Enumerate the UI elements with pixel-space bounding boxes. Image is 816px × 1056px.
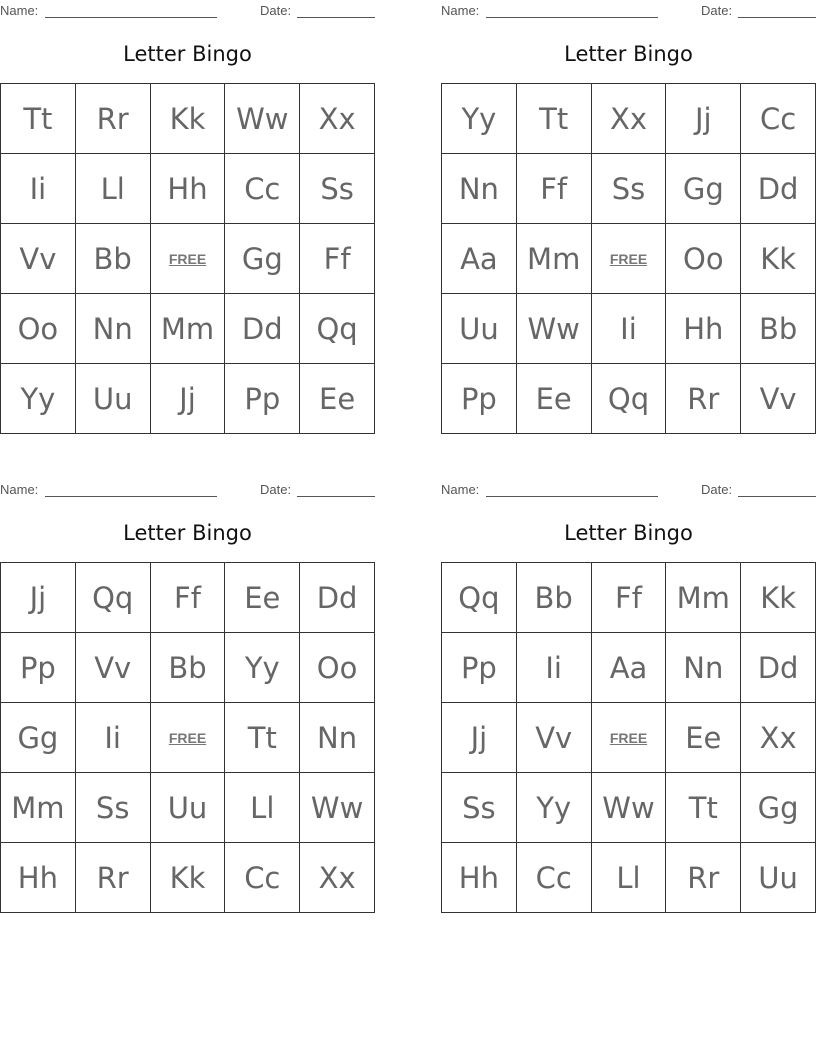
bingo-cell: Dd <box>300 563 375 633</box>
date-line <box>297 496 375 497</box>
bingo-cell: Ee <box>517 364 592 434</box>
name-date-header <box>441 3 816 19</box>
bingo-cell: Kk <box>741 224 816 294</box>
bingo-cell: Hh <box>1 843 76 913</box>
bingo-cell: Vv <box>741 364 816 434</box>
bingo-cell: Nn <box>442 154 517 224</box>
bingo-cell: Gg <box>1 703 76 773</box>
bingo-cell: Cc <box>225 843 300 913</box>
bingo-cell: Kk <box>741 563 816 633</box>
bingo-cell: Ss <box>76 773 151 843</box>
bingo-cell: Oo <box>666 224 741 294</box>
bingo-cell: Uu <box>76 364 151 434</box>
free-space: FREE <box>592 703 667 773</box>
bingo-cell: Ww <box>300 773 375 843</box>
bingo-cell: Ff <box>151 563 226 633</box>
bingo-cell: Bb <box>741 294 816 364</box>
bingo-cell: Nn <box>76 294 151 364</box>
bingo-cell: Ww <box>592 773 667 843</box>
bingo-cell: Cc <box>225 154 300 224</box>
bingo-cell: Bb <box>76 224 151 294</box>
bingo-cell: Tt <box>1 84 76 154</box>
bingo-cell: Ee <box>225 563 300 633</box>
bingo-cell: Hh <box>666 294 741 364</box>
bingo-cell: Hh <box>442 843 517 913</box>
bingo-cell: Ii <box>517 633 592 703</box>
bingo-cell: Ss <box>442 773 517 843</box>
bingo-cell: Aa <box>592 633 667 703</box>
name-line <box>45 17 217 18</box>
bingo-cell: Yy <box>442 84 517 154</box>
bingo-cell: Tt <box>225 703 300 773</box>
bingo-cell: Vv <box>517 703 592 773</box>
bingo-cell: Ee <box>666 703 741 773</box>
bingo-cell: Uu <box>442 294 517 364</box>
bingo-cell: Bb <box>151 633 226 703</box>
bingo-cell: Tt <box>517 84 592 154</box>
bingo-grid <box>441 83 816 434</box>
date-line <box>738 17 816 18</box>
bingo-cell: Kk <box>151 84 226 154</box>
bingo-cell: Uu <box>741 843 816 913</box>
bingo-cell: Uu <box>151 773 226 843</box>
bingo-cell: Bb <box>517 563 592 633</box>
bingo-cell: Ee <box>300 364 375 434</box>
date-label: Date: <box>701 482 733 497</box>
name-date-header <box>441 482 816 498</box>
card-title: Letter Bingo <box>564 42 693 66</box>
bingo-cell: Yy <box>517 773 592 843</box>
date-label: Date: <box>701 3 733 18</box>
bingo-cell: Gg <box>225 224 300 294</box>
name-label: Name: <box>441 3 480 18</box>
bingo-grid <box>0 83 375 434</box>
bingo-cell: Jj <box>442 703 517 773</box>
bingo-cell: Nn <box>666 633 741 703</box>
bingo-card-3 <box>0 479 375 899</box>
bingo-cell: Ii <box>1 154 76 224</box>
bingo-cell: Xx <box>300 843 375 913</box>
bingo-cell: Ii <box>592 294 667 364</box>
bingo-cell: Jj <box>151 364 226 434</box>
name-label: Name: <box>441 482 480 497</box>
bingo-cell: Dd <box>741 154 816 224</box>
bingo-cell: Nn <box>300 703 375 773</box>
free-space: FREE <box>151 703 226 773</box>
bingo-cell: Ii <box>76 703 151 773</box>
bingo-cell: Cc <box>741 84 816 154</box>
bingo-cell: Rr <box>666 364 741 434</box>
card-title: Letter Bingo <box>564 521 693 545</box>
free-space: FREE <box>151 224 226 294</box>
bingo-cell: Kk <box>151 843 226 913</box>
bingo-cell: Dd <box>741 633 816 703</box>
name-line <box>45 496 217 497</box>
free-space: FREE <box>592 224 667 294</box>
bingo-cell: Vv <box>1 224 76 294</box>
bingo-cell: Yy <box>1 364 76 434</box>
bingo-cell: Gg <box>741 773 816 843</box>
bingo-cell: Oo <box>300 633 375 703</box>
bingo-cell: Mm <box>666 563 741 633</box>
bingo-cell: Ww <box>517 294 592 364</box>
bingo-cell: Oo <box>1 294 76 364</box>
bingo-cell: Ss <box>300 154 375 224</box>
bingo-cell: Mm <box>517 224 592 294</box>
bingo-cell: Ll <box>225 773 300 843</box>
name-date-header <box>0 3 375 19</box>
bingo-cell: Mm <box>151 294 226 364</box>
bingo-cell: Ss <box>592 154 667 224</box>
bingo-cell: Xx <box>741 703 816 773</box>
bingo-cell: Pp <box>1 633 76 703</box>
date-label: Date: <box>260 482 292 497</box>
bingo-grid <box>0 562 375 913</box>
bingo-cell: Vv <box>76 633 151 703</box>
bingo-cell: Yy <box>225 633 300 703</box>
bingo-cell: Pp <box>225 364 300 434</box>
bingo-cell: Rr <box>76 84 151 154</box>
bingo-cell: Aa <box>442 224 517 294</box>
bingo-cell: Gg <box>666 154 741 224</box>
bingo-cell: Tt <box>666 773 741 843</box>
date-line <box>738 496 816 497</box>
bingo-cell: Qq <box>442 563 517 633</box>
bingo-cell: Mm <box>1 773 76 843</box>
bingo-cell: Cc <box>517 843 592 913</box>
bingo-cell: Ff <box>517 154 592 224</box>
bingo-cell: Pp <box>442 633 517 703</box>
bingo-cell: Dd <box>225 294 300 364</box>
name-line <box>486 17 658 18</box>
bingo-cell: Ww <box>225 84 300 154</box>
bingo-cell: Qq <box>300 294 375 364</box>
bingo-card-4 <box>441 479 816 899</box>
bingo-cell: Rr <box>666 843 741 913</box>
bingo-cell: Ff <box>592 563 667 633</box>
bingo-cell: Jj <box>1 563 76 633</box>
name-label: Name: <box>0 3 39 18</box>
bingo-grid <box>441 562 816 913</box>
bingo-cell: Jj <box>666 84 741 154</box>
name-date-header <box>0 482 375 498</box>
bingo-cell: Hh <box>151 154 226 224</box>
bingo-card-1 <box>0 0 375 420</box>
bingo-cell: Qq <box>76 563 151 633</box>
bingo-cell: Xx <box>592 84 667 154</box>
bingo-cell: Ll <box>592 843 667 913</box>
bingo-cell: Ll <box>76 154 151 224</box>
bingo-cell: Ff <box>300 224 375 294</box>
bingo-cell: Pp <box>442 364 517 434</box>
name-label: Name: <box>0 482 39 497</box>
card-title: Letter Bingo <box>123 42 252 66</box>
bingo-cell: Xx <box>300 84 375 154</box>
bingo-cell: Rr <box>76 843 151 913</box>
bingo-cell: Qq <box>592 364 667 434</box>
bingo-card-2 <box>441 0 816 420</box>
date-label: Date: <box>260 3 292 18</box>
card-title: Letter Bingo <box>123 521 252 545</box>
date-line <box>297 17 375 18</box>
name-line <box>486 496 658 497</box>
